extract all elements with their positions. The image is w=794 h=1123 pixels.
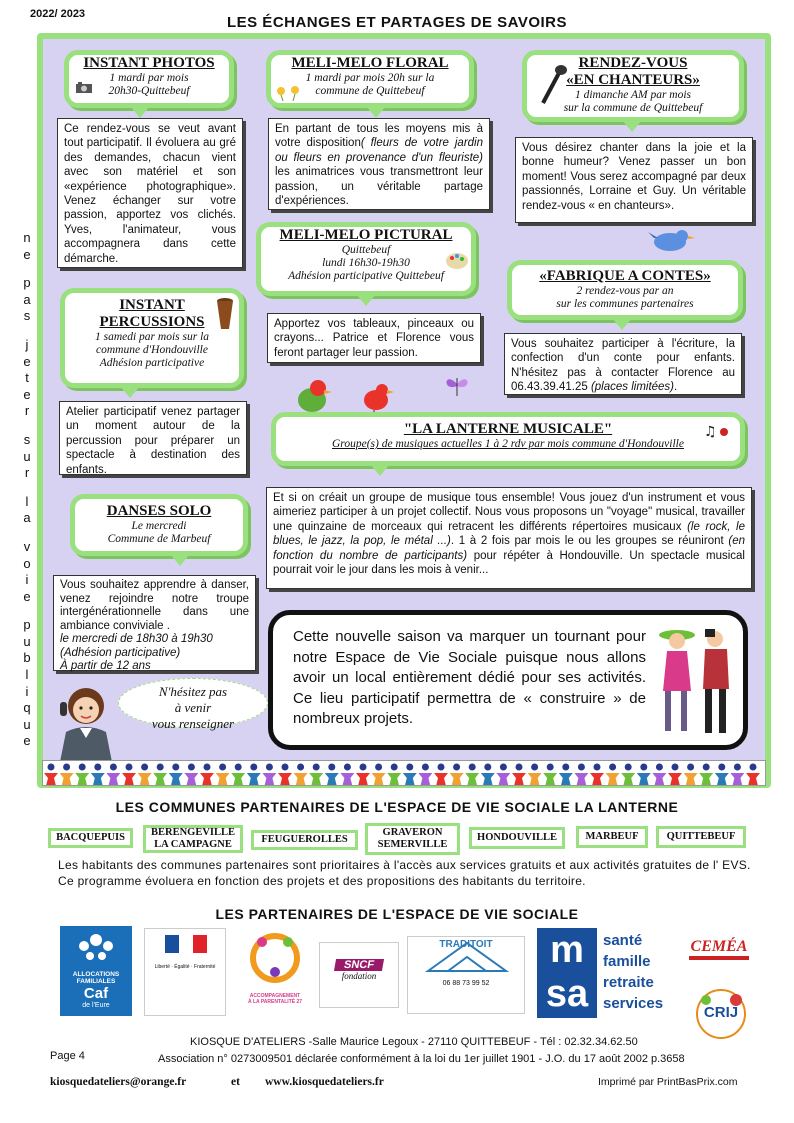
reaap-l2: À LA PARENTALITÉ 27	[247, 999, 303, 1005]
commune-name-line2: SEMERVILLE	[377, 839, 448, 850]
vertical-note-char: q	[23, 700, 31, 716]
frieze-person	[278, 764, 292, 787]
caf-family-icon	[60, 926, 132, 966]
meli-pictural-line2: lundi 16h30-19h30	[322, 257, 410, 269]
frieze-person	[715, 764, 729, 787]
frieze-person	[60, 764, 74, 787]
meli-floral-title: MELI-MELO FLORAL	[291, 55, 449, 71]
commune-name-line2: LA CAMPAGNE	[154, 839, 232, 850]
percussions-text: Atelier participatif venez partager un moment autour de la percussion pour préparer un spectacle à destination des enfants.	[59, 401, 247, 475]
vertical-note-char: t	[25, 370, 29, 386]
contes-text	[504, 333, 742, 395]
danses-text-d: À partir de 12 ans	[60, 660, 151, 672]
nouvelle-saison-text: Cette nouvelle saison va marquer un tournant pour notre Espace de Vie Sociale puisque nous allons avoir un local entièrement dédié pour ses activités. Ce lieu participatif permettra de « construire » de nombreux projets.	[293, 628, 646, 727]
frieze-person	[543, 764, 557, 787]
woman-illustration	[52, 682, 120, 762]
frieze-person	[325, 764, 339, 787]
frieze-person	[294, 764, 308, 787]
frieze-person	[262, 764, 276, 787]
vertical-note-char: l	[25, 667, 29, 683]
chanteurs-text: Vous désirez chanter dans la joie et la bonne humeur? Venez passer un bon moment! Vous serez accompagné par deux passionnés, Lorraine et Guy. Un véritable rendez-vous « en chanteurs».	[515, 137, 753, 223]
page-number: Page 4	[50, 1050, 85, 1062]
commune-bacquepuis	[48, 828, 133, 848]
danses-text-b: le mercredi de 18h30 à 19h30	[60, 633, 213, 645]
vertical-note-char: e	[23, 386, 31, 402]
microphone-icon	[537, 63, 567, 105]
percussions-title1: INSTANT	[119, 297, 185, 313]
vertical-note-char: l	[25, 493, 29, 509]
msa-mark: m sa	[537, 928, 597, 1018]
lanterne-text-d: (en fonction du nombre de participants)	[273, 535, 745, 562]
danses-text	[53, 575, 256, 671]
msa-text	[603, 930, 663, 1014]
frieze-person	[590, 764, 604, 787]
commune-berengeville	[143, 825, 243, 853]
contes-line1: 2 rendez-vous par an	[576, 285, 674, 297]
frieze-person	[169, 764, 183, 787]
red-bird-icon	[360, 380, 396, 414]
frieze-person	[418, 764, 432, 787]
vertical-note-char: e	[23, 588, 31, 604]
percussions-line1: 1 samedi par mois sur la	[94, 331, 210, 343]
meli-floral-text-a: En partant de tous les moyens mis à votre disposition	[275, 123, 483, 150]
contes-line2: sur les communes partenaires	[556, 298, 694, 310]
reaap-icon	[240, 928, 310, 988]
frieze-person	[403, 764, 417, 787]
meli-pictural-text: Apportez vos tableaux, pinceaux ou crayons... Patrice et Florence vous feront partager leur passion.	[267, 313, 481, 363]
lanterne-line1: Groupe(s) de musiques actuelles 1 à 2 rdv par mois commune d'Hondouville	[332, 438, 684, 450]
commune-name: GRAVERON	[382, 827, 443, 838]
vertical-note-char: e	[23, 246, 31, 262]
frieze-person	[574, 764, 588, 787]
hesitez-line1: N'hésitez pas	[158, 684, 228, 699]
frieze-person	[699, 764, 713, 787]
vertical-note-char: u	[23, 716, 31, 732]
danses-line2: Commune de Marbeuf	[107, 533, 211, 545]
vertical-note-char: a	[23, 291, 31, 307]
music-icon	[704, 423, 732, 439]
reaap-l1: ACCOMPAGNEMENT	[249, 993, 301, 999]
email-link[interactable]: kiosquedateliers@orange.fr	[50, 1076, 187, 1088]
footer-association: Association n° 0273009501 déclarée conformément à la loi du 1er juillet 1901 - J.O. du 17 août 2002 p.3658	[158, 1053, 685, 1065]
traditoit-logo	[407, 936, 525, 1014]
cemea-l1: CEMÉA	[690, 938, 748, 955]
commune-name: BERENGEVILLE	[150, 827, 236, 838]
sncf-l1: SNCF	[334, 959, 384, 971]
frieze-person	[106, 764, 120, 787]
instant-photos-text: Ce rendez-vous se veut avant tout participatif. Il évoluera au gré des demandes, chacun vient avec son matériel et son «expérience photographique». Venez échanger sur votre passion, apportez vos clichés. Yves, l'animateur, vous accompagnera dans cette démarche.	[57, 118, 243, 268]
meli-pictural-title: MELI-MELO PICTURAL	[279, 227, 453, 243]
frieze-person	[637, 764, 651, 787]
caf-l2: FAMILIALES	[76, 978, 116, 985]
contes-text-b: (places limitées)	[590, 381, 675, 394]
vertical-note-char: p	[23, 617, 31, 633]
hesitez-line3: vous renseigner	[151, 716, 235, 731]
meli-floral-line1: 1 mardi par mois 20h sur la	[305, 72, 435, 84]
commune-name: HONDOUVILLE	[477, 832, 557, 843]
frieze-person	[153, 764, 167, 787]
frieze-person	[184, 764, 198, 787]
chanteurs-line1: 1 dimanche AM par mois	[574, 89, 692, 101]
percussions-bubble	[60, 288, 244, 388]
vertical-note-char: r	[24, 465, 30, 481]
msa-logo	[537, 928, 671, 1018]
caf-l3: Caf	[83, 985, 109, 1002]
traditoit-l2: 06 88 73 99 52	[442, 980, 490, 987]
frieze-person	[216, 764, 230, 787]
frieze-person	[496, 764, 510, 787]
commune-name: BACQUEPUIS	[56, 832, 125, 843]
percussions-line3: Adhésion participative	[99, 357, 205, 369]
bird-icon	[648, 226, 696, 254]
communes-title: LES COMMUNES PARTENAIRES DE L'ESPACE DE VIE SOCIALE LA LANTERNE	[115, 799, 679, 815]
hesitez-line2: à venir	[174, 700, 212, 715]
msa-l4: services	[603, 995, 664, 1012]
meli-floral-text-c: les animatrices vous transmettront leur passion, un véritable partage d'expériences.	[275, 166, 483, 208]
instant-photos-title: INSTANT PHOTOS	[83, 55, 215, 71]
vertical-note-char: s	[23, 308, 31, 324]
footer-address: KIOSQUE D'ATELIERS -Salle Maurice Legoux - 27110 QUITTEBEUF - Tél : 02.32.34.62.50	[190, 1036, 638, 1048]
meli-pictural-bubble	[256, 222, 476, 296]
cemea-bar	[689, 956, 749, 960]
vertical-note-char: v	[23, 538, 31, 554]
vertical-note-char: n	[23, 230, 31, 245]
flower-icon	[275, 85, 303, 101]
meli-floral-bubble	[266, 50, 474, 108]
camera-icon	[75, 82, 93, 94]
lanterne-text-a: Et si on créait un groupe de musique tous ensemble! Vous jouez d'un instrument et vous aimeriez participer à un projet collectif. Nous vous proposons un "voyage" musical, travailler une quinzaine de morceaux qui retracent les différents répertoires musicaux	[273, 492, 745, 533]
frieze-person	[730, 764, 744, 787]
frieze-person	[91, 764, 105, 787]
contes-bubble	[507, 260, 743, 320]
instant-photos-bubble	[64, 50, 234, 108]
frieze-figures	[43, 761, 766, 786]
instant-photos-line2: 20h30-Quittebeuf	[108, 85, 190, 97]
frieze-person	[652, 764, 666, 787]
lanterne-text-b: (le rock, le blues, le jazz, la pop, le métal ...)	[273, 520, 745, 548]
communes-text: Les habitants des communes partenaires sont prioritaires à l'accès aux services gratuits et aux activités gratuites de l' EVS. Ce programme évoluera en fonction des projets et des propositions des habitants du territoire.	[58, 858, 751, 888]
meli-floral-text	[268, 118, 490, 210]
frieze-person	[465, 764, 479, 787]
frieze-person	[621, 764, 635, 787]
vertical-note-char: e	[23, 353, 31, 369]
hesitez-bubble	[118, 678, 268, 731]
chanteurs-bubble	[522, 50, 744, 122]
green-bird-icon	[294, 378, 334, 416]
vertical-note-char: u	[23, 633, 31, 649]
vertical-note-char: o	[23, 555, 31, 571]
frieze-person	[44, 764, 58, 787]
frieze-person	[340, 764, 354, 787]
vertical-note-char: s	[23, 431, 31, 447]
frieze-person	[309, 764, 323, 787]
msa-l3: retraite	[603, 974, 654, 991]
danses-text-c: (Adhésion participative)	[60, 646, 181, 659]
vertical-note-char: p	[23, 275, 31, 291]
caf-l4: de l'Eure	[82, 1002, 110, 1009]
frieze-person	[372, 764, 386, 787]
crij-l1: CRIJ	[703, 1004, 739, 1021]
frieze-person	[356, 764, 370, 787]
vertical-note-char: e	[23, 733, 31, 749]
percussions-title2: PERCUSSIONS	[99, 314, 205, 330]
vertical-note-char: j	[25, 336, 29, 352]
frieze-person	[75, 764, 89, 787]
printer-label: Imprimé par PrintBasPrix.com	[598, 1076, 738, 1088]
crij-logo	[692, 986, 750, 1042]
vertical-note-char: i	[25, 683, 29, 699]
chanteurs-title1: RENDEZ-VOUS	[578, 55, 688, 71]
partenaires-title: LES PARTENAIRES DE L'ESPACE DE VIE SOCIALE	[215, 906, 579, 922]
traditoit-l1: TRADITOIT	[439, 939, 493, 950]
drum-icon	[215, 297, 235, 331]
sncf-l2: fondation	[341, 971, 377, 981]
frieze-person	[684, 764, 698, 787]
commune-name: MARBEUF	[585, 831, 639, 842]
frieze-person	[512, 764, 526, 787]
danses-bubble	[70, 494, 248, 556]
frieze-person	[559, 764, 573, 787]
lanterne-bubble	[271, 412, 745, 466]
frieze-person	[200, 764, 214, 787]
percussions-line2: commune d'Hondouville	[95, 344, 208, 356]
commune-quittebeuf	[656, 826, 746, 848]
chanteurs-line2: sur la commune de Quittebeuf	[563, 102, 703, 114]
svg-text:♫: ♫	[704, 424, 717, 439]
msa-l2: famille	[603, 953, 651, 970]
lanterne-title: "LA LANTERNE MUSICALE"	[403, 421, 613, 437]
danses-text-a: Vous souhaitez apprendre à danser, venez rejoindre notre troupe intergénérationnelle dans une ambiance conviviale .	[60, 579, 249, 632]
people-frieze	[42, 760, 766, 786]
nouvelle-saison-box	[268, 610, 748, 750]
caf-l1: ALLOCATIONS	[72, 971, 120, 978]
contes-text-c: .	[674, 381, 678, 394]
commune-graveron	[365, 823, 460, 855]
commune-name: FEUGUEROLLES	[261, 834, 348, 845]
people-illustration	[653, 621, 743, 739]
vertical-note-char: b	[23, 650, 31, 666]
commune-marbeuf	[576, 826, 648, 848]
frieze-person	[746, 764, 760, 787]
meli-pictural-line3: Adhésion participative Quittebeuf	[288, 270, 444, 282]
lanterne-text	[266, 487, 752, 589]
cemea-logo	[681, 928, 757, 980]
meli-pictural-line1: Quittebeuf	[341, 244, 391, 256]
meli-floral-line2: commune de Quittebeuf	[315, 85, 425, 97]
et-label: et	[231, 1076, 240, 1088]
vertical-note-char: a	[23, 510, 31, 526]
frieze-person	[387, 764, 401, 787]
vertical-note-char: r	[24, 403, 30, 419]
frieze-person	[247, 764, 261, 787]
frieze-person	[668, 764, 682, 787]
prefet-l1: Liberté · Égalité · Fraternité	[154, 964, 216, 970]
frieze-person	[606, 764, 620, 787]
year-label: 2022/ 2023	[30, 8, 86, 20]
danses-line1: Le mercredi	[131, 520, 187, 532]
msa-l1: santé	[603, 932, 643, 949]
frieze-person	[481, 764, 495, 787]
palette-icon	[445, 251, 469, 271]
frieze-person	[138, 764, 152, 787]
lanterne-text-c: . 1 à 2 fois par mois le ou les groupes se réuniront	[450, 535, 729, 548]
frieze-person	[231, 764, 245, 787]
sncf-logo	[319, 942, 399, 1008]
website-link[interactable]: www.kiosquedateliers.fr	[265, 1076, 384, 1088]
contes-text-a: Vous souhaitez participer à l'écriture, la confection d'un conte pour enfants. N'hésitez pas à contacter Florence au 06.43.39.41.25	[511, 338, 735, 394]
chanteurs-title2: «EN CHANTEURS»	[566, 72, 700, 88]
commune-name: QUITTEBEUF	[666, 831, 736, 842]
meli-floral-text-b: ( fleurs de votre jardin ou fleurs en provenance d'un fleuriste)	[275, 137, 483, 164]
frieze-person	[434, 764, 448, 787]
reaap-logo	[240, 928, 310, 1016]
frieze-person	[450, 764, 464, 787]
butterfly-icon	[442, 368, 472, 400]
prefet-logo	[144, 928, 226, 1016]
tricolore-icon	[145, 929, 226, 959]
vertical-note-char: u	[23, 448, 31, 464]
caf-logo	[60, 926, 132, 1016]
page-title: LES ÉCHANGES ET PARTAGES DE SAVOIRS	[226, 14, 568, 31]
commune-hondouville	[469, 827, 565, 849]
frieze-person	[528, 764, 542, 787]
danses-title: DANSES SOLO	[106, 503, 212, 519]
instant-photos-line1: 1 mardi par mois	[109, 72, 189, 84]
contes-title: «FABRIQUE A CONTES»	[539, 268, 711, 284]
lanterne-text-e: pour répéter à Hondouville. Un spectacle musical pourrait voir le jour dans les mois à venir...	[273, 549, 745, 577]
frieze-person	[122, 764, 136, 787]
commune-feuguerolles	[251, 830, 358, 850]
vertical-note-char: i	[25, 572, 29, 588]
